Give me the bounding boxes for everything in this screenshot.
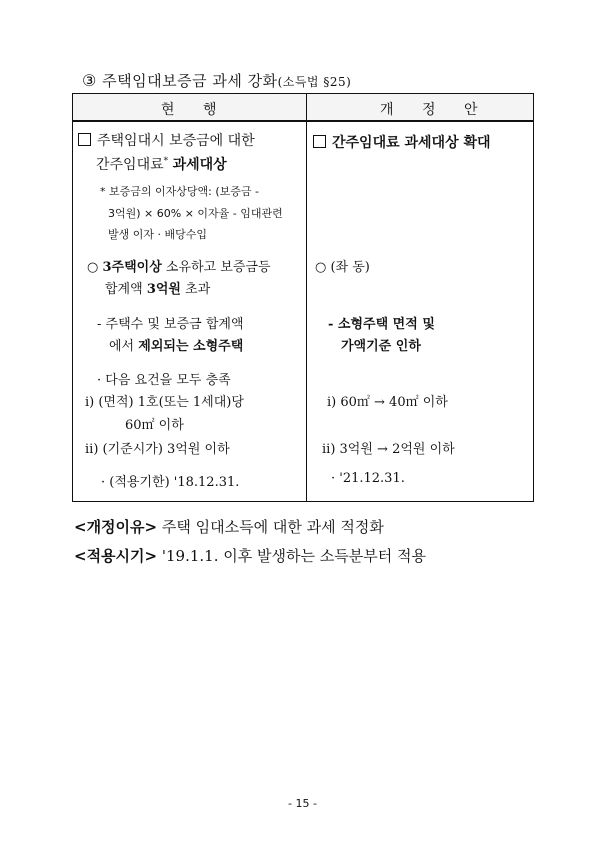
current-item-line1: 주택임대시 보증금에 대한: [78, 130, 255, 150]
current-dash-line1: - 주택수 및 보증금 합계액: [97, 317, 244, 332]
current-roman2: ⅱ) (기준시가) 3억원 이하: [85, 442, 230, 457]
revised-dash-line2: 가액기준 인하: [341, 339, 421, 354]
effective-label: <적용시기>: [74, 547, 158, 565]
header-revised: 개 정 안: [380, 102, 490, 118]
checkbox-icon: [313, 135, 326, 148]
current-circle-line1: ○ 3주택이상 소유하고 보증금등: [87, 260, 271, 275]
table-header-row: [73, 94, 533, 122]
reason-line: [74, 516, 384, 537]
section-number: ③: [82, 71, 97, 90]
current-circle-line2: 합계액 3억원 초과: [105, 282, 211, 297]
checkbox-icon: [78, 133, 91, 146]
effective-text: '19.1.1. 이후 발생하는 소득분부터 적용: [161, 547, 426, 565]
revised-item-line: 간주임대료 과세대상 확대: [313, 132, 491, 152]
section-title: [82, 70, 351, 91]
circle-marker: ○: [87, 260, 99, 275]
current-note-line2: 3억원) × 60% × 이자율 - 임대관련: [108, 207, 283, 220]
revised-dash-line1: - 소형주택 면적 및: [328, 317, 435, 332]
current-roman1-line1: ⅰ) (면적) 1호(또는 1세대)당: [85, 395, 244, 410]
current-note-line3: 발생 이자 · 배당수입: [108, 228, 207, 241]
current-note-line1: * 보증금의 이자상당액: (보증금 -: [100, 185, 259, 198]
section-reference: (소득법 §25): [277, 75, 352, 89]
effective-line: [74, 545, 426, 566]
current-roman1-line2: 60㎡ 이하: [125, 418, 184, 433]
current-deadline: · (적용기한) '18.12.31.: [101, 475, 240, 490]
page-number: - 15 -: [288, 797, 317, 810]
revised-deadline: · '21.12.31.: [331, 471, 405, 486]
revised-roman2: ⅱ) 3억원 → 2억원 이하: [322, 442, 455, 457]
revised-roman1: ⅰ) 60㎡ → 40㎡ 이하: [327, 395, 448, 410]
current-condition-line: · 다음 요건을 모두 충족: [97, 373, 231, 388]
revised-circle-line: ○ (좌 동): [315, 260, 370, 275]
reason-label: <개정이유>: [74, 518, 158, 536]
current-dash-line2: 에서 제외되는 소형주택: [109, 339, 244, 354]
column-divider: [306, 94, 307, 501]
section-title-text: 주택임대보증금 과세 강화: [102, 72, 278, 90]
header-current: 현 행: [161, 102, 229, 118]
reason-text: 주택 임대소득에 대한 과세 적정화: [161, 518, 384, 536]
footnote-star: *: [163, 156, 169, 167]
comparison-table: [72, 93, 534, 502]
current-item-line2: 간주임대료* 과세대상: [96, 156, 227, 173]
